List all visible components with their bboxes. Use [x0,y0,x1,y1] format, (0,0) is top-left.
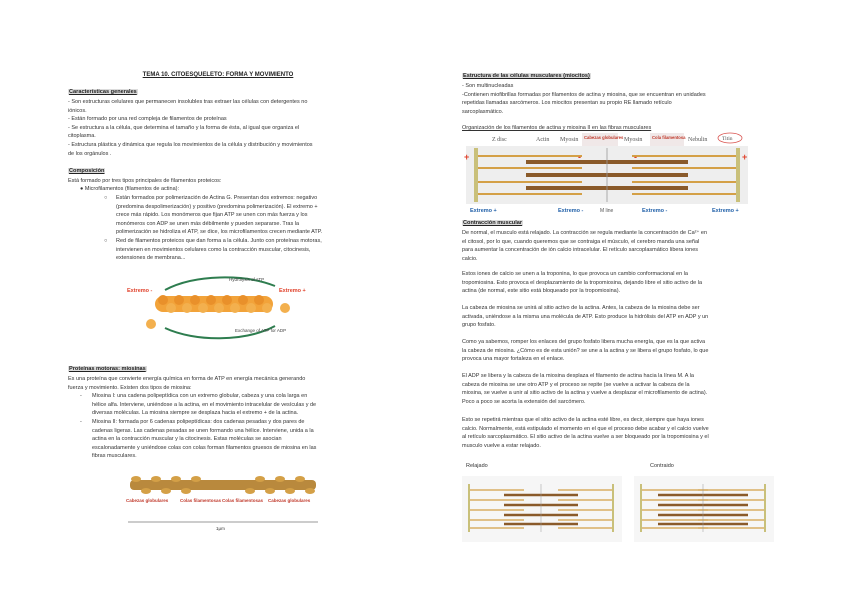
sub-bullet-icon: ○ [104,238,108,244]
caracteristicas-text: - Son estructuras celulares que permanecen insolubles tras extraer las células con detergentes no iónicos. - Están formado por una red compleja de filamentos de proteínas - Se estructura a la célula, que determina el tamaño y la forma de ésta, al igual que organiza el citoplasma. - Estructura plástica y dinámica que regula los movimientos de la célula y distribución y movimientos de los orgánulos . [68,99,313,157]
hydrolysis-label: Hydrolysis of ATP [229,277,265,282]
relajado-label: Relajado [466,463,488,469]
exchange-label: Exchange of ATP for ADP [235,328,287,333]
sarcomere-figure [462,132,752,214]
extremo-plus-label: Extremo + [279,288,306,294]
bullet-microfilamentos: ● Microfilamentos (filamentos de actina): [80,186,180,192]
fig3-top-label: Actin [536,137,550,143]
sign-label: - [578,152,581,162]
heading-proteinas-motoras: Proteínas motoras: miosinas [69,366,146,372]
z-disc-left [474,148,478,202]
fig3-top-label: Myosin [624,137,643,143]
dash-icon: - [80,393,82,399]
sign-label: - [634,152,637,162]
fig2-label: Colas filamentosas [180,498,222,503]
fig3-top-label: Nebulin [688,137,708,143]
extremo-label: Extremo + [470,208,497,214]
myosin-thick-filament [130,476,316,494]
extremo-label: Extremo - [642,208,668,214]
estructura-text: - Son multinucleadas -Contienen miofibrillas formadas por filamentos de actina y miosina, que se encuentran en unidades repetidas llamadas sarcómeros. Los miocitos presentan su propio RE llamado retículo sarcoplasmático. [462,83,706,115]
extremo-label: Extremo + [712,208,739,214]
actin-polymerization-figure [125,268,315,348]
motoras-intro: Es una proteína que convierte energía química en forma de ATP en energía mecánica generando fuerza y movimiento. Existen dos tipos de miosina: [68,376,306,391]
contraccion-p3: La cabeza de miosina se unirá al sitio activo de la actina. Antes, la cabeza de la miosina debe ser activada, uniéndose a la misma una molécula de ATP. Esto produce la hidrólisis del ATP en ADP y un grupo fosfato. [462,305,709,329]
sign-label: + [464,152,470,162]
contraccion-p2: Estos iones de calcio se unen a la troponina, lo que provoca un cambio conformacional en la tropomiosina. Esto provoca el desplazamiento de la tropomiosina, dejando libre el sitio activo de la actina (de normal, este sitio está bloqueado por la tropomiosina). [462,271,702,295]
sign-label: + [742,152,748,162]
contracted-sarcomere-figure [634,476,774,542]
actin-monomer [146,319,156,329]
dash-icon: - [80,419,82,425]
extremo-minus-label: Extremo - [127,288,153,294]
heading-contraccion: Contracción muscular [463,220,523,226]
contraido-label: Contraido [650,463,674,469]
m-line-label: M line [600,208,614,214]
contraccion-p6: Esto se repetirá mientras que el sitio activo de la actina esté libre, es decir, siempre que haya iones calcio. Normalmente, está estipulado el momento en el que el proceso debe acabar y el calcio vuelve al retículo sarcoplasmático. El sitio activo de la actina vuelve a ser bloqueado por la tropomiosina y el musculo vuelve a estar relajado. [462,417,709,449]
contraccion-p1: De normal, el musculo está relajado. La contracción se regula mediante la concentración de Ca²⁺ en el citosol, por lo que, cuando queremos que se contraiga el músculo, el cerebro manda una señal para aumentar la concentración de ión calcio intracelular. El retículo sarcoplasmático libera iones calcio. [462,230,708,262]
z-disc-right [736,148,740,202]
composicion-intro: Está formado por tres tipos principales de filamentos proteicos: [68,178,222,184]
fig2-label: Colas filamentosas [222,498,264,503]
miosina-2-text: Miosina II: formada por 6 cadenas polipeptídicas: dos cadenas pesadas y dos pares de cadenas ligeras. Las cadenas pesadas se unen formando una hélice. Interviene, unida a la actina en la contracción muscular y la citocinesis. Estas moléculas se asocian escalonadamente y uniéndose colas con colas forman filamentos gruesos de miosina en las fibras musculares. [92,419,317,460]
contraccion-p5: El ADP se libera y la cabeza de la miosina desplaza el filamento de actina hacia la línea M. A la cabeza de miosina se une otro ATP y el proceso se repite (se vuelve a activar la cabeza de la miosina, se vuelve a unir al sitio activo de la actina y vuelve a desplazar el microfilamento de actina). Poco a poco se acorta la extensión del sarcómero. [462,373,708,405]
bullet-icon: ● [80,186,85,192]
extremo-label: Extremo - [558,208,584,214]
sub-bullet-icon: ○ [104,195,108,201]
relaxed-sarcomere-figure [462,476,622,542]
fig3-top-label: Cabezas globulares [584,135,624,140]
actin-monomer [280,303,290,313]
fig3-top-label: Myosin [560,137,579,143]
scale-label: 1μm [216,526,225,531]
heading-composicion: Composición [69,168,105,174]
fig2-label: Cabezas globulares [268,498,311,503]
myosin-filament-figure [118,470,328,532]
fig3-top-label: Cola filamentosa [652,135,686,140]
actin-filament [155,295,273,313]
fig3-top-label: Titin [722,136,733,142]
heading-estructura: Estructura de las células musculares (miocitos) [463,73,590,79]
page-title: TEMA 10. CITOESQUELETO: FORMA Y MOVIMIENTO [142,72,294,78]
fig2-label: Cabezas globulares [126,498,169,503]
microfilamentos-text: Están formados por polimerización de Actina G. Presentan dos extremos: negativo (predomina despolimerización) y positivo (predomina polimerización). El extremo + crece más rápido. Los monómeros que fijan ATP se unen con más fuerza y los monómeros con ADP se unen más débilmente y pueden separarse. Tras la polimerización se hidroliza el ATP, se dice, los microfilamentos crecen mediante ATP. [116,195,323,236]
contraccion-p4: Como ya sabemos, romper los enlaces del grupo fosfato libera mucha energía, que es la que activa la cabeza de miosina. ¿Cómo es de esta unión? se une a la actina y se libera el grupo fosfato, lo que provoca una mayor fortaleza en el enlace. [462,339,709,363]
heading-caracteristicas: Características generales [69,89,137,95]
organizacion-heading: Organización de los filamentos de actina y miosina II en las fibras musculares [462,125,652,131]
fig3-top-label: Z disc [492,137,507,143]
red-filamentos-text: Red de filamentos proteicos que dan forma a la célula. Junto con proteínas motoras, intervienen en movimientos celulares como la contracción muscular, citocinesis, extensiones de membrana... [116,238,322,262]
miosina-1-text: Miosina I: una cadena polipeptídica con un extremo globular, cabeza y una cola larga en hélice alfa. Interviene, uniéndose a la actina, en el movimiento intracelular de vesículas y de diversas moléculas. La miosina siempre se desplaza hacia el extremo + de la actina. [92,393,317,417]
